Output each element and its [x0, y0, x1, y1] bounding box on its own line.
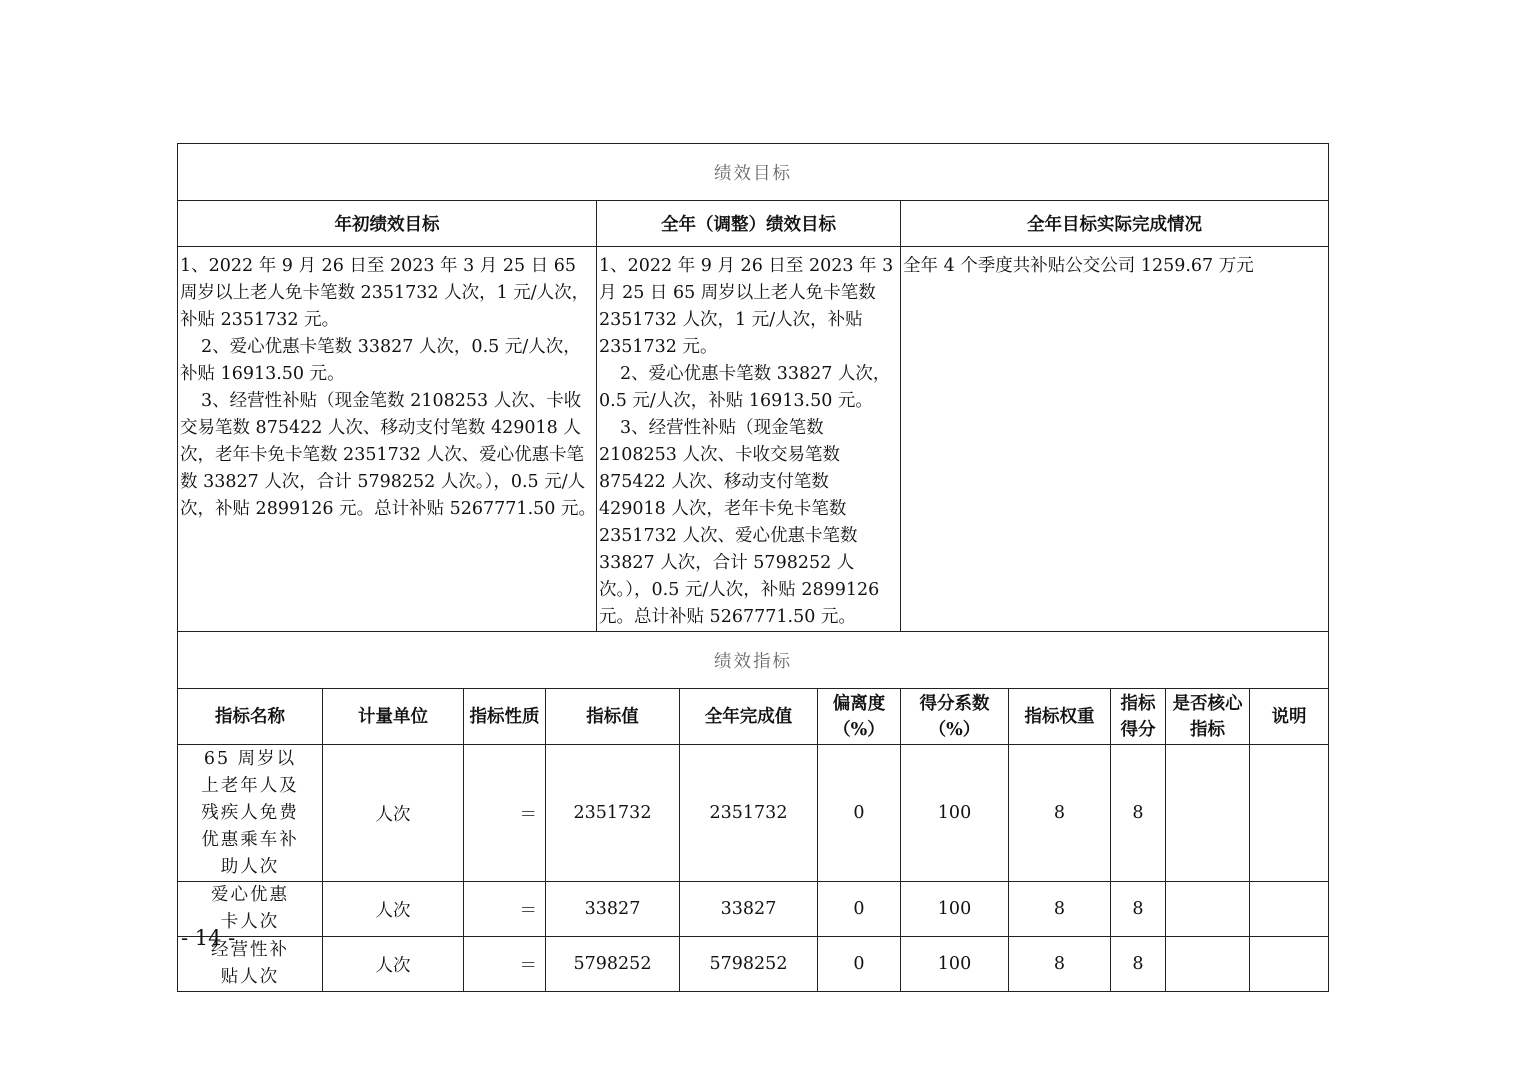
indicator-coefficient: 100: [901, 937, 1009, 992]
name-line: 贴人次: [220, 967, 280, 987]
header-note: 说明: [1250, 689, 1329, 745]
header-line: 得分: [1120, 719, 1156, 740]
indicator-score: 8: [1111, 745, 1166, 882]
name-line: 爱心优惠: [211, 885, 289, 905]
name-line: 卡人次: [220, 912, 280, 932]
indicators-section-row: [178, 632, 1329, 689]
indicator-value: 5798252: [546, 937, 680, 992]
indicator-unit: 人次: [323, 745, 464, 882]
header-nature: 指标性质: [464, 689, 546, 745]
indicator-completed: 2351732: [680, 745, 818, 882]
header-line: （%）: [928, 719, 981, 740]
header-line: 指标: [1120, 693, 1156, 714]
header-coefficient: [901, 689, 1009, 745]
goals-section-title: 绩效目标: [178, 144, 1329, 201]
indicator-note: [1250, 937, 1329, 992]
initial-goal-text: [178, 247, 597, 632]
header-line: 偏离度: [832, 693, 886, 714]
table-row: [178, 745, 1329, 882]
header-name: 指标名称: [178, 689, 323, 745]
indicator-coefficient: 100: [901, 882, 1009, 937]
indicator-nature: ＝: [464, 745, 546, 882]
indicator-unit: 人次: [323, 937, 464, 992]
table-row: [178, 937, 1329, 992]
indicator-core: [1166, 937, 1250, 992]
indicator-deviation: 0: [818, 745, 901, 882]
indicator-deviation: 0: [818, 937, 901, 992]
header-line: 得分系数: [919, 693, 990, 714]
goal-paragraph: 3、经营性补贴（现金笔数 2108253 人次、卡收交易笔数 875422 人次、移动支付笔数 429018 人次，老年卡免卡笔数 2351732 人次、爱心优惠卡笔数 33827 人次，合计 5798252 人次。），0.5 元/人次，补贴 2899126 元。总计补贴 5267771.50 元。: [180, 391, 596, 519]
page-number: - 14 -: [181, 926, 236, 950]
indicator-core: [1166, 882, 1250, 937]
name-line: 助人次: [220, 856, 280, 877]
header-line: （%）: [833, 719, 885, 740]
indicator-value: 33827: [546, 882, 680, 937]
indicator-completed: 33827: [680, 882, 818, 937]
indicator-unit: 人次: [323, 882, 464, 937]
adjusted-goal-header: 全年（调整）绩效目标: [597, 201, 901, 247]
indicator-completed: 5798252: [680, 937, 818, 992]
name-line: 上老年人及: [201, 775, 299, 796]
actual-completion-text: [901, 247, 1329, 632]
goals-section-row: [178, 144, 1329, 201]
header-weight: 指标权重: [1009, 689, 1111, 745]
goal-paragraph: 2、爱心优惠卡笔数 33827 人次，0.5 元/人次，补贴 16913.50 元。: [599, 364, 891, 411]
goals-header-row: [178, 201, 1329, 247]
goal-paragraph: 1、2022 年 9 月 26 日至 2023 年 3 月 25 日 65 周岁以上老人免卡笔数 2351732 人次，1 元/人次，补贴 2351732 元。: [180, 256, 590, 330]
table-row: [178, 882, 1329, 937]
indicator-nature: ＝: [464, 937, 546, 992]
header-core: [1166, 689, 1250, 745]
initial-goal-header: 年初绩效目标: [178, 201, 597, 247]
indicators-section-title: 绩效指标: [178, 632, 1329, 689]
indicator-score: 8: [1111, 882, 1166, 937]
indicator-core: [1166, 745, 1250, 882]
goal-paragraph: 3、经营性补贴（现金笔数 2108253 人次、卡收交易笔数 875422 人次、移动支付笔数 429018 人次，老年卡免卡笔数 2351732 人次、爱心优惠卡笔数 33827 人次，合计 5798252 人次。），0.5 元/人次，补贴 2899126 元。总计补贴 5267771.50 元。: [599, 418, 880, 627]
name-line: 经营性补: [211, 940, 289, 960]
indicator-note: [1250, 882, 1329, 937]
indicator-coefficient: 100: [901, 745, 1009, 882]
goal-paragraph: 1、2022 年 9 月 26 日至 2023 年 3 月 25 日 65 周岁以上老人免卡笔数 2351732 人次，1 元/人次，补贴 2351732 元。: [599, 256, 894, 357]
header-value: 指标值: [546, 689, 680, 745]
indicator-weight: 8: [1009, 937, 1111, 992]
header-score: [1111, 689, 1166, 745]
indicator-weight: 8: [1009, 745, 1111, 882]
indicator-value: 2351732: [546, 745, 680, 882]
adjusted-goal-text: [597, 247, 901, 632]
indicator-deviation: 0: [818, 882, 901, 937]
header-line: 指标: [1190, 719, 1225, 740]
name-line: 残疾人免费: [201, 802, 299, 823]
header-line: 是否核心: [1172, 693, 1243, 714]
name-line: 优惠乘车补: [201, 829, 299, 850]
indicator-note: [1250, 745, 1329, 882]
goal-paragraph: 全年 4 个季度共补贴公交公司 1259.67 万元: [903, 256, 1254, 276]
indicator-name: [178, 745, 323, 882]
goal-paragraph: 2、爱心优惠卡笔数 33827 人次，0.5 元/人次，补贴 16913.50 元。: [180, 337, 581, 384]
indicator-nature: ＝: [464, 882, 546, 937]
header-deviation: [818, 689, 901, 745]
indicators-header-row: [178, 689, 1329, 745]
name-line: 65 周岁以: [203, 748, 297, 769]
header-completed: 全年完成值: [680, 689, 818, 745]
indicator-score: 8: [1111, 937, 1166, 992]
indicator-weight: 8: [1009, 882, 1111, 937]
goals-content-row: [178, 247, 1329, 632]
header-unit: 计量单位: [323, 689, 464, 745]
actual-completion-header: 全年目标实际完成情况: [901, 201, 1329, 247]
performance-table: [177, 143, 1329, 992]
